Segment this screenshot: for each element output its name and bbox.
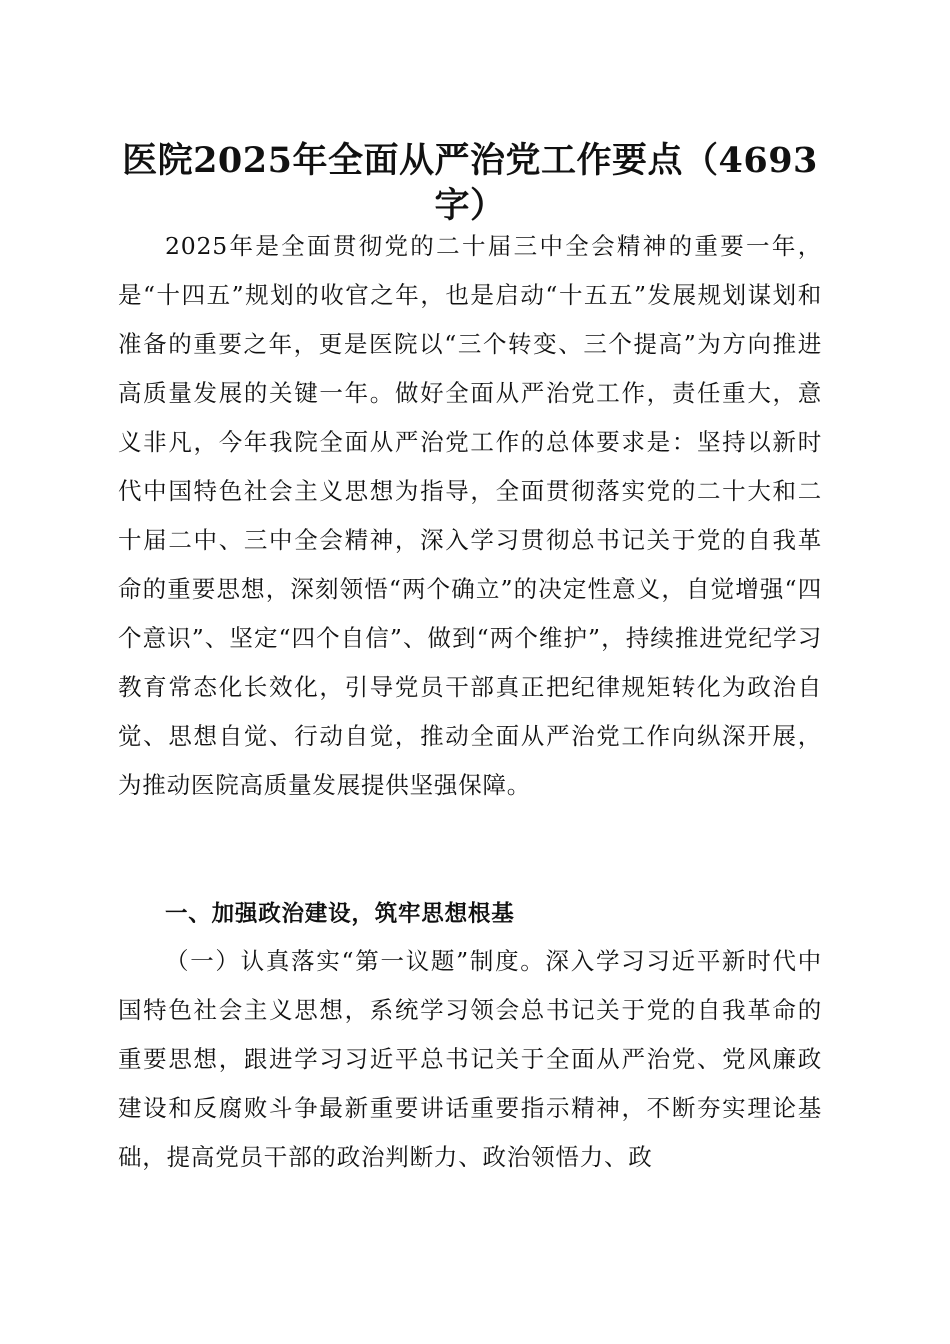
- section-heading: 一、加强政治建设，筑牢思想根基: [165, 901, 515, 927]
- section-paragraph: （一）认真落实“第一议题”制度。深入学习习近平新时代中国特色社会主义思想，系统学习领会总书记关于党的自我革命的重要思想，跟进学习习近平总书记关于全面从严治党、党风廉政建设和反腐败斗争最新重要讲话重要指示精神，不断夯实理论基础，提高党员干部的政治判断力、政治领悟力、政: [118, 947, 822, 1171]
- intro-paragraph: 2025年是全面贯彻党的二十届三中全会精神的重要一年，是“十四五”规划的收官之年，也是启动“十五五”发展规划谋划和准备的重要之年，更是医院以“三个转变、三个提高”为方向推进高质量发展的关键一年。做好全面从严治党工作，责任重大，意义非凡，今年我院全面从严治党工作的总体要求是：坚持以新时代中国特色社会主义思想为指导，全面贯彻落实党的二十大和二十届二中、三中全会精神，深入学习贯彻总书记关于党的自我革命的重要思想，深刻领悟“两个确立”的决定性意义，自觉增强“四个意识”、坚定“四个自信”、做到“两个维护”，持续推进党纪学习教育常态化长效化，引导党员干部真正把纪律规矩转化为政治自觉、思想自觉、行动自觉，推动全面从严治党工作向纵深开展，为推动医院高质量发展提供坚强保障。: [118, 232, 822, 799]
- document-title: 医院2025年全面从严治党工作要点（4693字）: [122, 140, 818, 226]
